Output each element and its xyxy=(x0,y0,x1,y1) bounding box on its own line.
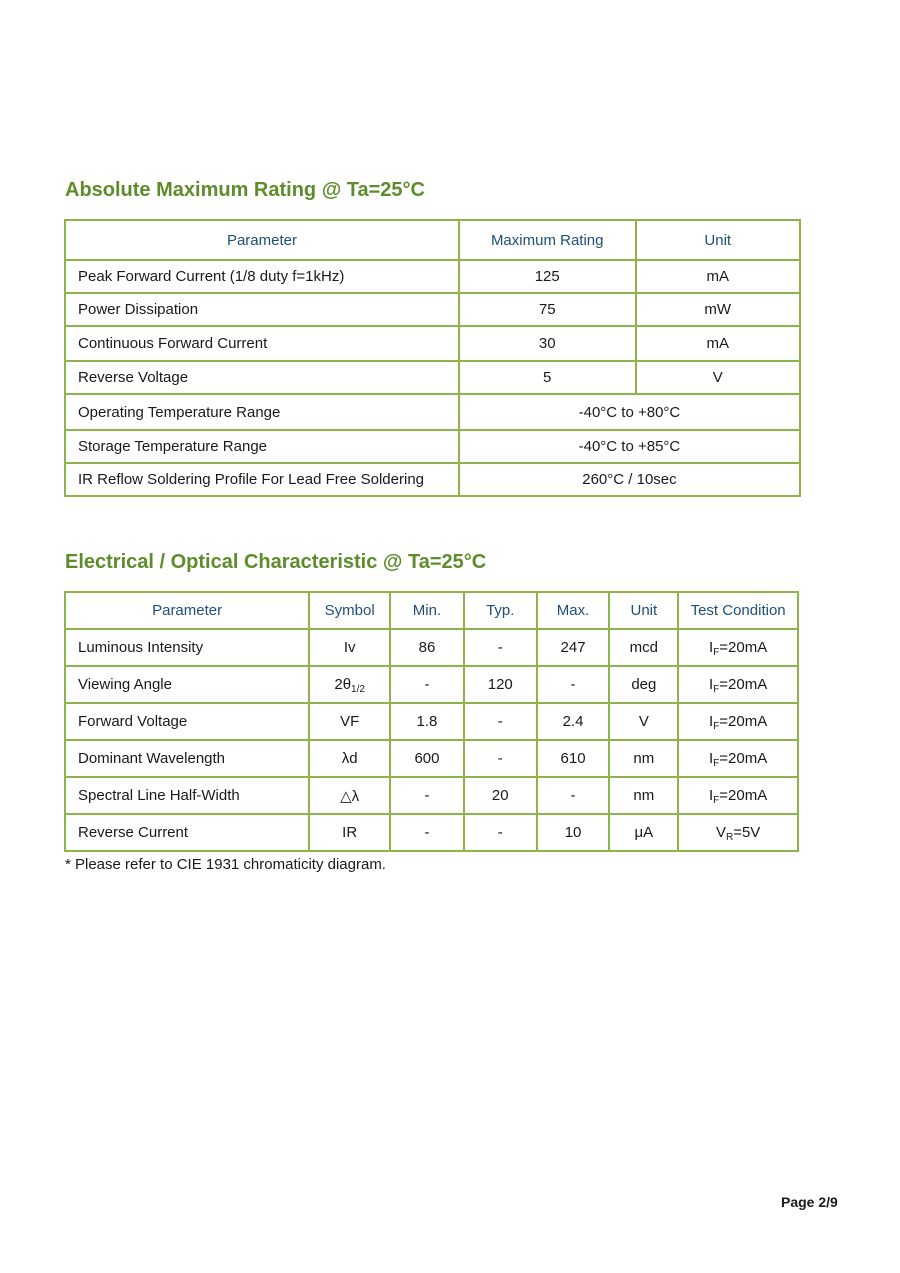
abs-max-table xyxy=(64,219,801,497)
typ-cell: - xyxy=(464,740,537,777)
unit-cell: V xyxy=(636,361,801,394)
typ-cell: - xyxy=(464,629,537,666)
col-header-unit: Unit xyxy=(609,592,678,629)
table-row xyxy=(65,260,800,293)
condition-main: V xyxy=(715,824,726,841)
condition-value: =20mA xyxy=(719,787,768,804)
max-cell: - xyxy=(537,777,610,814)
rating-cell: 125 xyxy=(459,260,636,293)
table-row xyxy=(65,703,798,740)
min-cell: - xyxy=(390,777,464,814)
col-header-parameter: Parameter xyxy=(65,220,459,260)
condition-cell xyxy=(678,703,798,740)
condition-value: =5V xyxy=(733,824,761,841)
typ-cell: 20 xyxy=(464,777,537,814)
table-row xyxy=(65,463,800,496)
unit-cell: V xyxy=(609,703,678,740)
typ-cell: - xyxy=(464,703,537,740)
col-header-symbol: Symbol xyxy=(309,592,390,629)
rating-cell: -40°C to +80°C xyxy=(459,394,800,430)
table-row xyxy=(65,814,798,851)
table-row xyxy=(65,740,798,777)
col-header-unit: Unit xyxy=(636,220,801,260)
symbol-main: 2θ xyxy=(334,676,352,693)
abs-max-title: Absolute Maximum Rating @ Ta=25°C xyxy=(65,179,425,201)
table-row xyxy=(65,629,798,666)
col-header-max: Max. xyxy=(537,592,610,629)
col-header-min: Min. xyxy=(390,592,464,629)
table-row xyxy=(65,777,798,814)
rating-cell: 30 xyxy=(459,326,636,361)
condition-subscript: F xyxy=(713,684,720,695)
table-row xyxy=(65,293,800,326)
col-header-test-condition: Test Condition xyxy=(678,592,798,629)
table-row xyxy=(65,326,800,361)
param-cell: IR Reflow Soldering Profile For Lead Free Soldering xyxy=(65,463,459,496)
max-cell: 610 xyxy=(537,740,610,777)
condition-subscript: R xyxy=(725,832,734,843)
table-row xyxy=(65,394,800,430)
condition-main: I xyxy=(709,676,714,693)
param-cell: Reverse Current xyxy=(65,814,309,851)
condition-value: =20mA xyxy=(719,676,768,693)
condition-cell xyxy=(678,666,798,703)
condition-value: =20mA xyxy=(719,750,768,767)
param-cell: Power Dissipation xyxy=(65,293,459,326)
table-row xyxy=(65,430,800,463)
max-cell: 10 xyxy=(537,814,610,851)
unit-cell: μA xyxy=(609,814,678,851)
condition-main: I xyxy=(709,639,714,656)
unit-cell: mA xyxy=(636,326,801,361)
max-cell: - xyxy=(537,666,610,703)
electrical-title: Electrical / Optical Characteristic @ Ta=25°C xyxy=(65,551,487,573)
condition-cell xyxy=(678,814,798,851)
unit-cell: mA xyxy=(636,260,801,293)
page-number: Page 2/9 xyxy=(781,1194,838,1210)
condition-subscript: F xyxy=(713,758,720,769)
max-cell: 247 xyxy=(537,629,610,666)
unit-cell: nm xyxy=(609,777,678,814)
rating-cell: 5 xyxy=(459,361,636,394)
condition-subscript: F xyxy=(713,647,720,658)
param-cell: Operating Temperature Range xyxy=(65,394,459,430)
param-cell: Dominant Wavelength xyxy=(65,740,309,777)
table-row xyxy=(65,361,800,394)
unit-cell: mcd xyxy=(609,629,678,666)
param-cell: Luminous Intensity xyxy=(65,629,309,666)
condition-subscript: F xyxy=(713,795,720,806)
condition-cell xyxy=(678,629,798,666)
symbol-cell: Iv xyxy=(309,629,390,666)
param-cell: Peak Forward Current (1/8 duty f=1kHz) xyxy=(65,260,459,293)
min-cell: - xyxy=(390,814,464,851)
symbol-cell: λd xyxy=(309,740,390,777)
param-cell: Reverse Voltage xyxy=(65,361,459,394)
condition-value: =20mA xyxy=(719,713,768,730)
max-cell: 2.4 xyxy=(537,703,610,740)
electrical-table xyxy=(64,591,799,852)
typ-cell: 120 xyxy=(464,666,537,703)
condition-cell xyxy=(678,740,798,777)
min-cell: 600 xyxy=(390,740,464,777)
col-header-typ: Typ. xyxy=(464,592,537,629)
symbol-cell xyxy=(309,666,390,703)
min-cell: 86 xyxy=(390,629,464,666)
symbol-subscript: 1/2 xyxy=(351,684,365,695)
min-cell: 1.8 xyxy=(390,703,464,740)
typ-cell: - xyxy=(464,814,537,851)
table-row xyxy=(65,666,798,703)
symbol-cell: IR xyxy=(309,814,390,851)
condition-subscript: F xyxy=(713,721,720,732)
unit-cell: nm xyxy=(609,740,678,777)
table-header-row xyxy=(65,220,800,260)
symbol-cell: VF xyxy=(309,703,390,740)
condition-cell xyxy=(678,777,798,814)
condition-main: I xyxy=(709,787,714,804)
unit-cell: deg xyxy=(609,666,678,703)
param-cell: Viewing Angle xyxy=(65,666,309,703)
table-header-row xyxy=(65,592,798,629)
param-cell: Forward Voltage xyxy=(65,703,309,740)
min-cell: - xyxy=(390,666,464,703)
rating-cell: 75 xyxy=(459,293,636,326)
param-cell: Spectral Line Half-Width xyxy=(65,777,309,814)
param-cell: Storage Temperature Range xyxy=(65,430,459,463)
rating-cell: -40°C to +85°C xyxy=(459,430,800,463)
param-cell: Continuous Forward Current xyxy=(65,326,459,361)
condition-main: I xyxy=(709,750,714,767)
col-header-parameter: Parameter xyxy=(65,592,309,629)
rating-cell: 260°C / 10sec xyxy=(459,463,800,496)
symbol-cell: △λ xyxy=(309,777,390,814)
condition-main: I xyxy=(709,713,714,730)
footnote: * Please refer to CIE 1931 chromaticity diagram. xyxy=(65,856,386,873)
unit-cell: mW xyxy=(636,293,801,326)
condition-value: =20mA xyxy=(719,639,768,656)
col-header-max-rating: Maximum Rating xyxy=(459,220,636,260)
